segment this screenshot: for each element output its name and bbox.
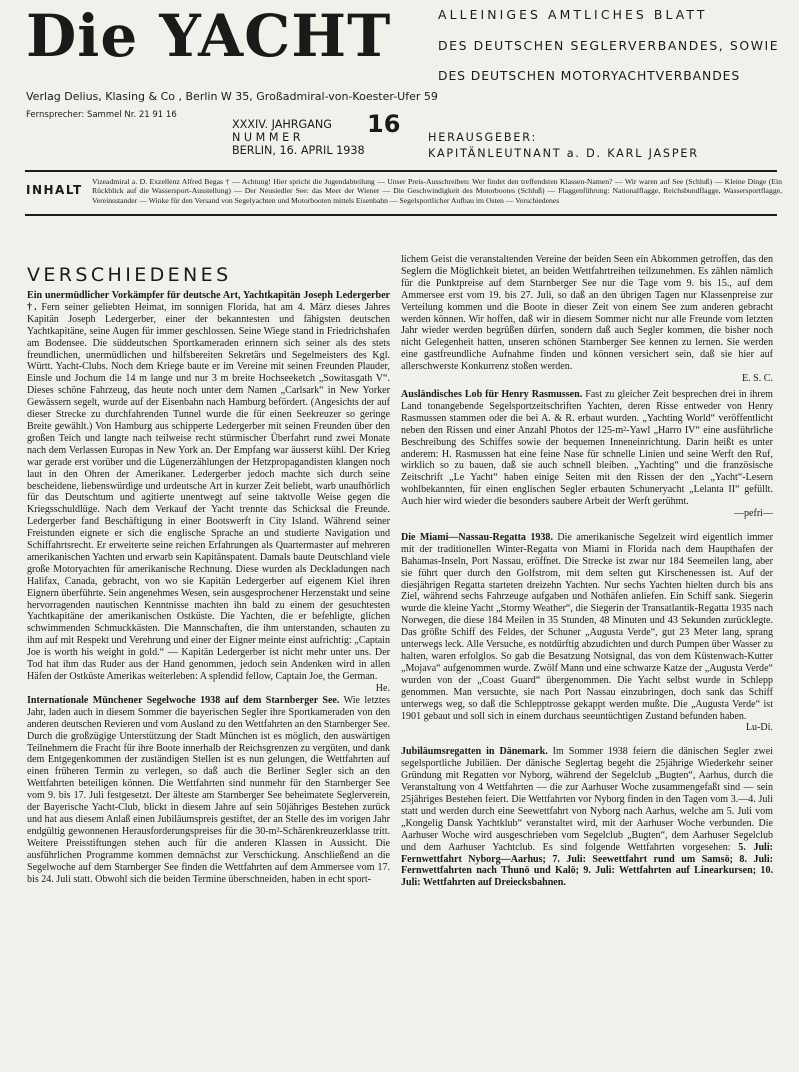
- article-body: Fern seiner geliebten Heimat, im sonnigen Florida, hat am 4. März dieses Jahres Kapitän Joseph Ledergerber, einer der bekanntesten und fähigsten deutschen Yachtkapitäne, seine Augen für immer geschlossen. Seine Wiege stand in Friedrichshafen am Bodensee. Die süddeutschen Sportkameraden erinnern sich seiner als des stets freundlichen, unermüdlichen und hilfsbereiten Sekretärs und Segelmeisters des Kgl. Württ. Yacht-Clubs. Noch dem Kriege baute er im Vereine mit seinen Freunden Plauder, Einsle und Jochum die 14 m lange und nur 3 m breite Hochseeketch „Sowitasgath V“. Dieses schöne Fahrzeug, das heute noch unter dem Namen „Carlsark“ in New Yorker Gewässern segelt, wurde auf der Eisenbahn nach Hamburg befördert. (Angesichts der auf dieser Strecke zu durchfahrenden Tunnel wurde die für einen Seekreuzer so geringe Breite gewählt.) Von Hamburg aus schipperte Ledergerber mit seinen Freunden über den großen Teich und langte nach teilweise recht stürmischer Überfahrt rund zwei Monate nach dem Verlassen Europas in New York an. Der Empfang war äusserst kühl. Der Krieg war gerade erst vorüber und die Lügenerzählungen der Hetzpropagandisten klangen noch laut in den Ohren der Amerikaner. Ledergerber jedoch machte sich durch seine bescheidene, liebenswürdige und urdeutsche Art in kurzer Zeit beliebt, warb unaufhörlich für das Deutschtum und agitierte unentwegt auf seine taktvolle Weise gegen die Kriegsschuldlüge. Nach dem Verkauf der Yacht trennte das Schicksal die Freunde. Ledergerber fand Beschäftigung in einer Bootswerft in City Island. Während seiner Freistunden eignete er sich die englische Sprache an und studierte Navigation und Schiffahrtsrecht. Er erweiterte seine reichen Erfahrungen als Quartermaster auf mehreren amerikanischen Yachten und erwarb sein Kapitänspatent. Damals baute Deutschland viele große Motoryachten für amerikanische Rechnung. Diese wurden als Deckladungen nach Halifax, Canada, gebracht, von wo sie Kapitän Ledergerber auf eigenem Kiel ihren Eignern überführte. Sein angenehmes Wesen, sein ausgesprochener Herzenstakt und seine hervorragenden nautischen Kenntnisse machten ihn bald zu einem der gesuchtesten Yachtkapitäne der amerikanischen Ostküste. Die Yachten, die er befehligte, glichen schwimmenden Schmuckkästen. Die Mannschaften, die ihm unterstanden, schauten zu ihm auf mit Respekt und Verehrung und einer der Eigner meinte einst aufrichtig: „Captain Joe is worth his weight in gold.“ — Kapitän Ledergerber ist nicht mehr unter uns. Der Tod hat ihm das Ruder aus der Hand genommen, jedoch sein Andenken wird in allen Häfen der Ostküste Amerikas weiterleben: A splendid fellow, Captain Joe, the German.: [27, 301, 390, 682]
- masthead-title: Die YACHT: [26, 2, 392, 70]
- issue-date: BERLIN, 16. APRIL 1938: [232, 144, 365, 157]
- header-line-2: DES DEUTSCHEN SEGLERVERBANDES, SOWIE: [438, 38, 780, 53]
- rule-bottom: [25, 214, 777, 216]
- article-schedule: 5. Juli: Fernwettfahrt Nyborg—Aarhus; 7. Juli: Seewettfahrt rund um Samsö; 8. Juli: Fernwettfahrten nach Thunö und Kalö; 9. Juli: Wettfahrten auf Linearkursen; 10. Juli: Wettfahrten auf Dreiecksbahnen.: [401, 841, 773, 889]
- issue-number: 16: [367, 110, 401, 138]
- article-body: Fast zu gleicher Zeit besprechen drei in ihrem Land tonangebende Segelsportzeitschriften Yachten, deren Risse entweder von Henry Rasmussen stammen oder die bei A. & R. erbaut wurden. „Yachting World“ veröffentlicht neben den Rissen und einer Anzahl Photos der 125-m²-Yawl „Harro IV“ eine ausführliche Beschreibung des Schiffes sowie der bequemen Inneneinrichtung. Darin heißt es unter anderem: H. Rasmussen hat eine feine Nase für schnelle Linien und seine Werft den Ruf, wirklich so zu bauen, daß sie auch schnell bleiben. „Yachting“ und die französische Zeitschrift „Le Yacht“ haben einige Seiten mit den Rissen der den „Yacht“-Lesern wohlbekannten, für einen englischen Segler erbauten Schuneryacht „Lelanta II“ gefüllt. Auch hier wird wieder die besonders saubere Arbeit der Werft gerühmt.: [401, 388, 773, 508]
- article-heading: Die Miami—Nassau-Regatta 1938.: [401, 531, 553, 543]
- article-signature: He.: [375, 682, 390, 694]
- article-heading: Ausländisches Lob für Henry Rasmussen.: [401, 388, 583, 400]
- contents-label: INHALT: [26, 183, 83, 197]
- article-signature: —pefri—: [733, 508, 773, 520]
- article-body: Wie letztes Jahr, laden auch in diesem Sommer die bayerischen Segler ihre Sportkameraden von den anderen deutschen Revieren und vom Ausland zu den Wettfahrten an den Starnberger See. Durch die großzügige Unterstützung der Stadt München ist es möglich, den auswärtigen Teilnehmern die Fracht für ihre Boote innerhalb der Reichsgrenzen zu vergüten, und dank dem Entgegenkommen der zuständigen Stellen ist es nun gelungen, die Wettfahrten auf einen früheren Termin zu verlegen, so daß auch die Berliner Segler sich an den Wettfahrten beteiligen können. Die Wettfahrten sind nunmehr für den Starnberger See vom 9. bis 17. Juli festgesetzt. Der älteste am Starnberger See beheimatete Seglerverein, der Bayerische Yacht-Club, blickt in diesem Jahre auf sein 50jähriges Bestehen zurück und hat aus diesem Anlaß einen Jubiläumspreis gestiftet, der an Stelle des im vorigen Jahr endgültig gewonnenen Herausforderungspreises für die 30-m²-Schärenkreuzerklasse tritt. Weitere Preisstiftungen stehen auch für die anderen Klassen in Aussicht. Die ausführlichen Programme kommen demnächst zur Verschickung. Anschließend an die Segelwoche auf dem Starnberger See finden die Wettfahrten auf dem Ammersee vom 17. bis 24. Juli statt. Obwohl sich die beiden Termine überschneiden, haben in echt sport-: [27, 694, 390, 885]
- article-heading: Internationale Münchener Segelwoche 1938 auf dem Starnberger See.: [27, 694, 340, 706]
- article-body: Die amerikanische Segelzeit wird eigentlich immer mit der traditionellen Winter-Regatta von Miami in Florida nach dem Haupthafen der Bahamas-Inseln, Port Nassau, eröffnet. Die Strecke ist zwar nur 184 Seemeilen lang, aber sie führt quer durch den Golfstrom, mit dem selten gut Kirschenessen ist. Auf der diesjährigen Regatta starteten dreizehn Yachten. Nur sechs Yachten hielten durch bis ans Ziel, während sechs Fahrzeuge aufgaben und Nothäfen anliefen. Ein Schiff sank. Siegerin wurde die kleine Yacht „Stormy Weather“, die Siegerin der Transatlantik-Regatta 1935 nach Norwegen, die diese 184 Meilen in 35 Stunden, 48 Minuten und 43 Sekunden zurücklegte. Das größte Schiff des Feldes, der Schuner „Augusta Verde“, gut 23 Meter lang, sprang unterwegs leck. Alle Versuche, es notdürftig abzudichten und durch Pumpen über Wasser zu halten, waren erfolglos. So gab die Besatzung Notsignal, das von dem Küstenwach-Kutter „Mojava“ aufgenommen wurde. Zwölf Mann und eine schwarze Katze der „Augusta Verde“ wurden von der „Coast Guard“ übergenommen. Die Yacht selbst wurde in Schlepp genommen. Man versuchte, sie nach Port Nassau einzubringen, doch sank das Schiff unterwegs weg, so daß die Schlepptrosse gekappt werden mußte. Die „Augusta Verde“ ist 1901 gebaut und soll sich in einem durchaus seeuntüchtigen Zustand befunden haben.: [401, 531, 774, 722]
- article-segelwoche-continued: lichem Geist die veranstaltenden Vereine der beiden Seen ein Abkommen getroffen, das den Seglern die Möglichkeit bietet, an beiden Wettfahrtreihen teilzunehmen. Es zählen nämlich für die Punktpreise auf dem Starnberger See nur die Tage vom 9. bis 15., auf dem Ammersee erst vom 19. bis 27. Juli, so daß an den übrigen Tagen nur Klassenpreise zur Verteilung kommen und die Boote in dieser Zeit von einem See zum anderen gebracht werden können. Wir hoffen, daß wir in diesem Sommer nicht nur alle Freunde vom letzten Jahr wieder werden begrüßen dürfen, sondern daß auch Segler kommen, die bisher noch nicht Gelegenheit hatten, unseren schönen Starnberger See kennen zu lernen. Sie werden eine gastfreundliche Aufnahme finden und können versichert sein, daß sie hier auf allerschwerste Konkurrenz stoßen werden.: [401, 254, 773, 373]
- spacer: [27, 683, 390, 695]
- article-body: Im Sommer 1938 feiern die dänischen Segler zwei segelsportliche Jubiläen. Der dänische Seglertag begeht die 25jährige Wiederkehr seiner Gründung mit Regatten vor Nyborg, während der Segelclub „Bugten“, Aarhus, durch die Veranstaltung von 4 Wettfahrten — die zur Aarhuser Woche zusammengefaßt sind — sein 25jähriges Bestehen feiert. Die Wettfahrten vor Nyborg finden in den Tagen vom 3.—4. Juli statt und werden durch eine Seewettfahrt von Nyborg nach Aarhus, welche am 5. Juli vom „Kongelig Dansk Yachtklub“ veranstaltet wird, mit der Aarhuser Woche verbunden. Die Aarhuser Woche wird ausgeschrieben vom Segelclub „Bugten“, dem Aarhuser Segelclub und dem Aarhuser Yachtclub. Es sind folgende Wettfahrten vorgesehen:: [401, 746, 773, 853]
- phone-line: Fernsprecher: Sammel Nr. 21 91 16: [26, 110, 177, 120]
- section-title: VERSCHIEDENES: [27, 264, 232, 286]
- article-heading: Jubiläumsregatten in Dänemark.: [401, 746, 548, 758]
- spacer: [401, 520, 773, 532]
- column-left: [27, 290, 390, 885]
- header-line-3: DES DEUTSCHEN MOTORYACHTVERBANDES: [438, 68, 741, 83]
- header-line-1: ALLEINIGES AMTLICHES BLATT: [438, 7, 708, 22]
- spacer: [401, 734, 773, 746]
- editor-block: [428, 130, 699, 162]
- number-label: N U M M E R: [232, 131, 301, 144]
- contents-text: Vizeadmiral a. D. Exzellenz Alfred Begas † — Achtung! Hier spricht die Jugendabteilung — Unser Preis-Ausschreiben: Wer findet den treffendsten Klassen-Namen? — Wir waren auf See (Schluß) — Kleine Dinge (Ein Rückblick auf die Wassersport-Ausstellung) — Der Neusiedler See: das Meer der Wiener — Die Geschwindigkeit des Motorbootes (Schluß) — Flaggenführung: Nationalflagge, Reichsbundflagge, Wassersportflagge, Vereinsstander — Winke für den Versand von Segelyachten und Motorbooten mittels Eisenbahn — Segelsportlicher Aufbau im Osten — Verschiedenes: [92, 177, 782, 205]
- column-right: [401, 254, 773, 889]
- editor-name: KAPITÄNLEUTNANT a. D. KARL JASPER: [428, 147, 699, 160]
- rule-top: [25, 170, 777, 172]
- issue-block: [232, 110, 401, 157]
- editor-label: HERAUSGEBER:: [428, 131, 538, 144]
- article-signature: Lu-Di.: [745, 722, 773, 734]
- article-signature: E. S. C.: [742, 373, 773, 385]
- publisher-line: Verlag Delius, Klasing & Co , Berlin W 35, Großadmiral-von-Koester-Ufer 59: [26, 90, 438, 103]
- article-heading: Ein unermüdlicher Vorkämpfer für deutsche Art, Yachtkapitän Joseph Ledergerber †.: [27, 290, 390, 313]
- volume: XXXIV. JAHRGANG: [232, 118, 332, 131]
